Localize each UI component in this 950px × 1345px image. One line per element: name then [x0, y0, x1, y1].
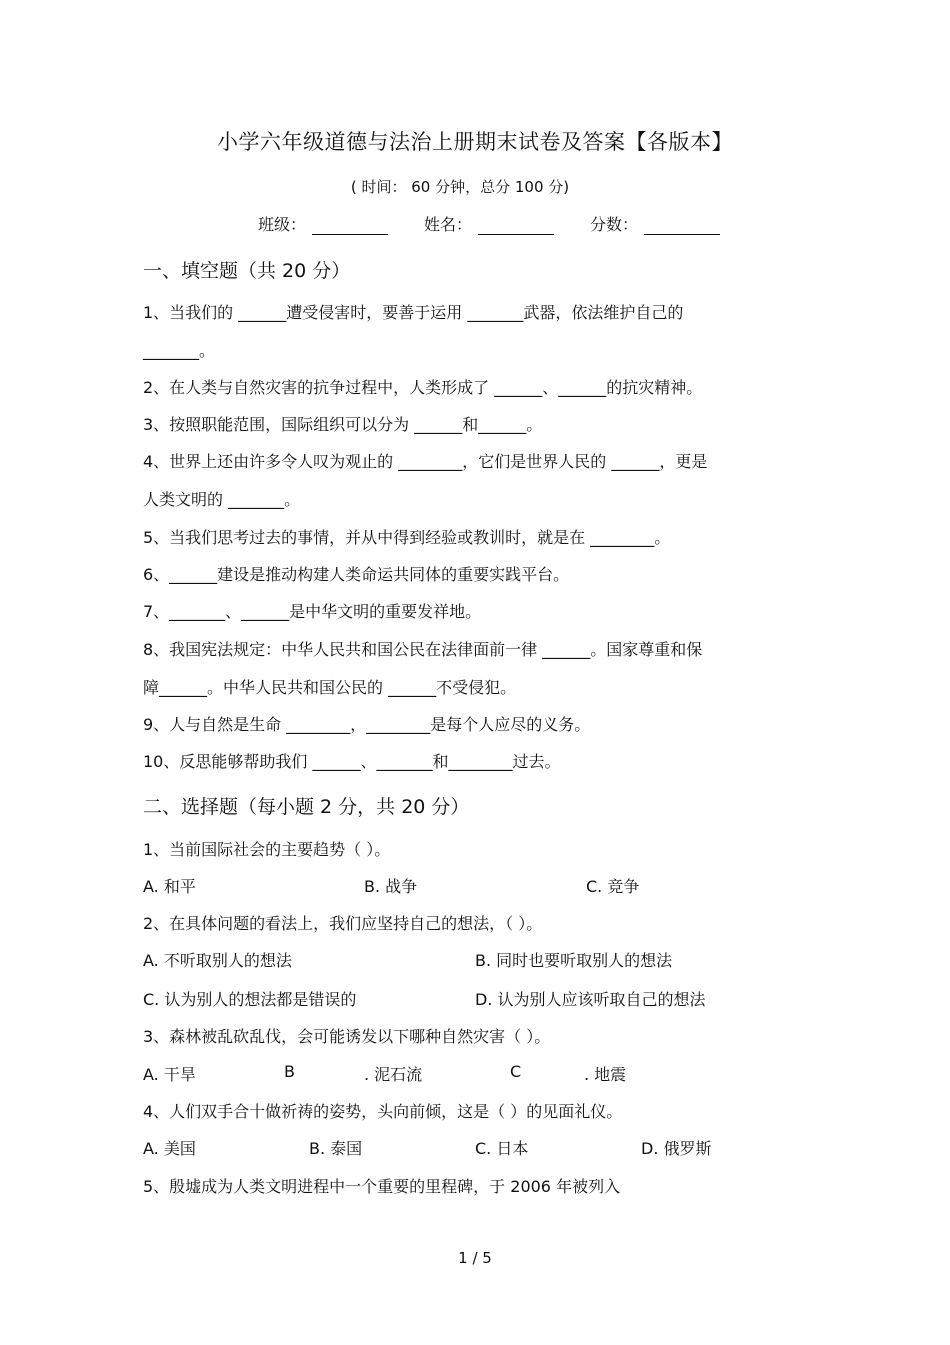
class-blank[interactable] — [312, 218, 388, 235]
name-blank[interactable] — [478, 218, 554, 235]
page-number: 1 / 5 — [458, 1249, 492, 1267]
question-4-stem: 4、人们双手合十做祈祷的姿势，头向前倾，这是（ ）的见面礼仪。 — [143, 1102, 623, 1121]
fill-line: 人类文明的 _______。 — [143, 490, 301, 509]
fill-line: 9、人与自然是生命 ________，________是每个人应尽的义务。 — [143, 715, 591, 734]
q1-option-a[interactable]: A. 和平 — [143, 877, 196, 896]
fill-line: _______。 — [143, 341, 216, 360]
q2-option-c[interactable]: C. 认为别人的想法都是错误的 — [143, 990, 357, 1009]
q2-option-b[interactable]: B. 同时也要听取别人的想法 — [475, 951, 673, 970]
q1-option-c[interactable]: C. 竞争 — [586, 877, 640, 896]
q3-option-c-text[interactable]: . 地震 — [584, 1065, 627, 1084]
q3-option-b-letter[interactable]: B — [284, 1062, 295, 1081]
fill-line: 3、按照职能范围，国际组织可以分为 ______和______。 — [143, 415, 543, 434]
q4-option-c[interactable]: C. 日本 — [475, 1139, 529, 1158]
q1-option-b[interactable]: B. 战争 — [364, 877, 418, 896]
fill-line: 5、当我们思考过去的事情，并从中得到经验或教训时，就是在 ________。 — [143, 528, 671, 547]
section-fill-heading: 一、填空题（共 20 分） — [143, 260, 351, 282]
fill-line: 4、世界上还由许多令人叹为观止的 ________，它们是世界人民的 ______，更是 — [143, 452, 708, 471]
q3-option-b-text[interactable]: . 泥石流 — [364, 1065, 423, 1084]
score-field[interactable] — [590, 212, 720, 235]
page-title: 小学六年级道德与法治上册期末试卷及答案【各版本】 — [217, 130, 733, 154]
name-field[interactable] — [424, 212, 554, 235]
q3-option-c-letter[interactable]: C — [510, 1062, 522, 1081]
class-label: 班级： — [258, 215, 307, 234]
question-1-stem: 1、当前国际社会的主要趋势（ ）。 — [143, 840, 391, 859]
q4-option-b[interactable]: B. 泰国 — [309, 1139, 363, 1158]
question-2-stem: 2、在具体问题的看法上，我们应坚持自己的想法，（ ）。 — [143, 914, 543, 933]
question-5-stem: 5、殷墟成为人类文明进程中一个重要的里程碑，于 2006 年被列入 — [143, 1177, 621, 1196]
fill-line: 8、我国宪法规定：中华人民共和国公民在法律面前一律 ______。国家尊重和保 — [143, 640, 703, 659]
score-blank[interactable] — [644, 218, 720, 235]
exam-time-info: ( 时间： 60 分钟，总分 100 分) — [350, 178, 570, 196]
q4-option-a[interactable]: A. 美国 — [143, 1139, 196, 1158]
q4-option-d[interactable]: D. 俄罗斯 — [641, 1139, 712, 1158]
fill-line: 2、在人类与自然灾害的抗争过程中，人类形成了 ______、______的抗灾精神。 — [143, 378, 703, 397]
section-choice-heading: 二、选择题（每小题 2 分，共 20 分） — [143, 796, 470, 818]
q3-option-a[interactable]: A. 干旱 — [143, 1065, 196, 1084]
class-field[interactable] — [258, 212, 388, 235]
fill-line: 10、反思能够帮助我们 ______、_______和________过去。 — [143, 752, 561, 771]
q2-option-d[interactable]: D. 认为别人应该听取自己的想法 — [475, 990, 706, 1009]
fill-line: 7、_______、______是中华文明的重要发祥地。 — [143, 602, 482, 621]
question-3-stem: 3、森林被乱砍乱伐，会可能诱发以下哪种自然灾害（ ）。 — [143, 1027, 551, 1046]
fill-line: 障______。中华人民共和国公民的 ______不受侵犯。 — [143, 678, 517, 697]
fill-line: 1、当我们的 ______遭受侵害时，要善于运用 _______武器，依法维护自己的 — [143, 303, 684, 322]
name-label: 姓名： — [424, 215, 473, 234]
q2-option-a[interactable]: A. 不听取别人的想法 — [143, 951, 292, 970]
fill-line: 6、______建设是推动构建人类命运共同体的重要实践平台。 — [143, 565, 570, 584]
score-label: 分数： — [590, 215, 639, 234]
student-info-row — [258, 212, 720, 235]
